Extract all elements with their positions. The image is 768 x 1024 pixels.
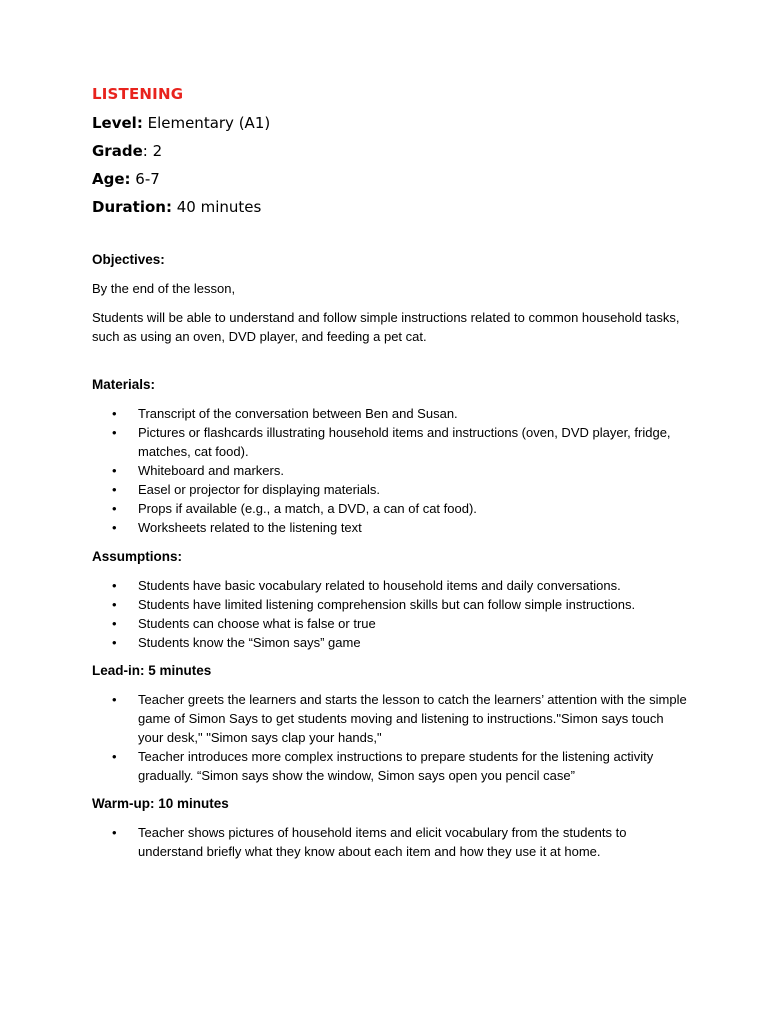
meta-age xyxy=(92,169,692,189)
bullet-icon: • xyxy=(112,578,117,593)
objectives-intro: By the end of the lesson, xyxy=(92,281,236,296)
leadin-heading: Lead-in: 5 minutes xyxy=(92,663,212,678)
list-item xyxy=(92,576,692,595)
list-item-text: Transcript of the conversation between Ben and Susan. xyxy=(138,406,458,421)
list-item-text: Teacher greets the learners and starts the lesson to catch the learners’ attention with the simple game of Simon Says to get students moving and listening to instructions."Simon says touch your desk," "Simon says clap your hands," xyxy=(138,692,687,745)
bullet-icon: • xyxy=(112,635,117,650)
objectives-text: Students will be able to understand and follow simple instructions related to common household tasks, such as using an oven, DVD player, and feeding a pet cat. xyxy=(92,310,680,344)
list-item xyxy=(92,690,692,747)
list-item-text: Teacher shows pictures of household items and elicit vocabulary from the students to understand briefly what they know about each item and how they use it at home. xyxy=(138,825,627,859)
list-item xyxy=(92,614,692,633)
meta-grade-label: Grade xyxy=(92,142,143,160)
bullet-icon: • xyxy=(112,482,117,497)
bullet-icon: • xyxy=(112,463,117,478)
bullet-icon: • xyxy=(112,692,117,707)
list-item-text: Students have limited listening comprehension skills but can follow simple instructions. xyxy=(138,597,636,612)
list-item xyxy=(92,518,692,537)
meta-level-value: Elementary (A1) xyxy=(142,114,271,132)
list-item xyxy=(92,499,692,518)
list-item xyxy=(92,633,692,652)
meta-duration xyxy=(92,197,692,217)
list-item-text: Props if available (e.g., a match, a DVD, a can of cat food). xyxy=(138,501,477,516)
materials-heading: Materials: xyxy=(92,377,156,392)
bullet-icon: • xyxy=(112,597,117,612)
list-item-text: Whiteboard and markers. xyxy=(138,463,284,478)
meta-level xyxy=(92,113,692,133)
bullet-icon: • xyxy=(112,616,117,631)
bullet-icon: • xyxy=(112,406,117,421)
meta-age-label: Age: xyxy=(92,170,131,188)
list-item xyxy=(92,823,692,861)
materials-list xyxy=(92,404,692,537)
meta-duration-value: 40 minutes xyxy=(171,198,262,216)
bullet-icon: • xyxy=(112,825,117,840)
list-item xyxy=(92,480,692,499)
list-item xyxy=(92,404,692,423)
bullet-icon: • xyxy=(112,749,117,764)
list-item-text: Students can choose what is false or true xyxy=(138,616,376,631)
list-item xyxy=(92,423,692,461)
document-title: LISTENING xyxy=(92,85,184,103)
document-page xyxy=(92,84,692,861)
objectives-heading: Objectives: xyxy=(92,252,165,267)
list-item-text: Worksheets related to the listening text xyxy=(138,520,362,535)
bullet-icon: • xyxy=(112,425,117,440)
list-item xyxy=(92,747,692,785)
warmup-heading: Warm-up: 10 minutes xyxy=(92,796,229,811)
list-item xyxy=(92,595,692,614)
list-item-text: Teacher introduces more complex instructions to prepare students for the listening activity gradually. “Simon says show the window, Simon says open you pencil case” xyxy=(138,749,654,783)
meta-level-label: Level: xyxy=(92,114,143,132)
meta-grade xyxy=(92,141,692,161)
assumptions-list xyxy=(92,576,692,652)
leadin-list xyxy=(92,690,692,785)
list-item-text: Students have basic vocabulary related to household items and daily conversations. xyxy=(138,578,621,593)
warmup-list xyxy=(92,823,692,861)
meta-age-value: 6-7 xyxy=(130,170,160,188)
list-item-text: Easel or projector for displaying materials. xyxy=(138,482,381,497)
list-item xyxy=(92,461,692,480)
list-item-text: Students know the “Simon says” game xyxy=(138,635,361,650)
list-item-text: Pictures or flashcards illustrating household items and instructions (oven, DVD player, fridge, matches, cat food). xyxy=(138,425,671,459)
meta-grade-value: : 2 xyxy=(142,142,163,160)
bullet-icon: • xyxy=(112,501,117,516)
meta-duration-label: Duration: xyxy=(92,198,172,216)
bullet-icon: • xyxy=(112,520,117,535)
assumptions-heading: Assumptions: xyxy=(92,549,183,564)
